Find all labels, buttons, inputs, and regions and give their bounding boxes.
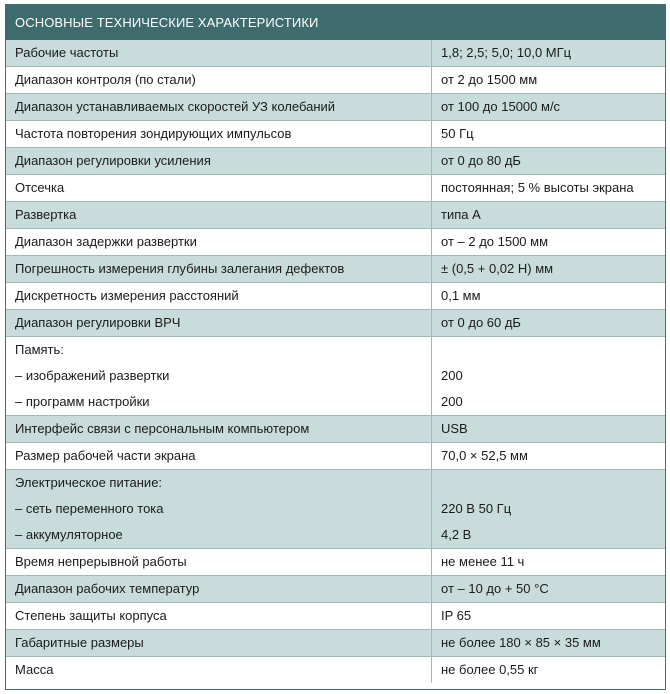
table-row (6, 657, 665, 684)
value-cell: 50 Гц (432, 121, 666, 148)
value-cell: не более 180 × 85 × 35 мм (432, 630, 666, 657)
table-row (6, 310, 665, 337)
table-row (6, 229, 665, 256)
param-cell: Диапазон задержки развертки (6, 229, 432, 256)
table-row (6, 389, 665, 416)
value-cell: от 2 до 1500 мм (432, 67, 666, 94)
value-cell: 4,2 В (432, 522, 666, 549)
value-cell: 220 В 50 Гц (432, 496, 666, 522)
table-row (6, 337, 665, 364)
value-cell: от – 10 до + 50 °С (432, 576, 666, 603)
value-cell (432, 337, 666, 364)
value-cell: USB (432, 416, 666, 443)
param-cell: – изображений развертки (6, 363, 432, 389)
param-cell: Диапазон рабочих температур (6, 576, 432, 603)
value-cell: от 0 до 60 дБ (432, 310, 666, 337)
param-cell: Рабочие частоты (6, 40, 432, 67)
table-row (6, 603, 665, 630)
param-cell: Интерфейс связи с персональным компьютером (6, 416, 432, 443)
value-cell: ± (0,5 + 0,02 Н) мм (432, 256, 666, 283)
value-cell: 70,0 × 52,5 мм (432, 443, 666, 470)
specs-table-frame (5, 4, 666, 690)
param-cell: Диапазон регулировки усиления (6, 148, 432, 175)
table-row (6, 94, 665, 121)
table-row (6, 175, 665, 202)
value-cell: 1,8; 2,5; 5,0; 10,0 МГц (432, 40, 666, 67)
table-row (6, 202, 665, 229)
table-row (6, 67, 665, 94)
table-row (6, 148, 665, 175)
param-cell: Отсечка (6, 175, 432, 202)
param-cell: Масса (6, 657, 432, 684)
table-row (6, 121, 665, 148)
param-cell: Частота повторения зондирующих импульсов (6, 121, 432, 148)
value-cell: не менее 11 ч (432, 549, 666, 576)
table-row (6, 363, 665, 389)
table-row (6, 40, 665, 67)
param-cell: Электрическое питание: (6, 470, 432, 497)
param-cell: – программ настройки (6, 389, 432, 416)
table-row (6, 549, 665, 576)
param-cell: Развертка (6, 202, 432, 229)
value-cell: 200 (432, 363, 666, 389)
param-cell: Диапазон устанавливаемых скоростей УЗ колебаний (6, 94, 432, 121)
table-title: ОСНОВНЫЕ ТЕХНИЧЕСКИЕ ХАРАКТЕРИСТИКИ (6, 5, 665, 40)
param-cell: Размер рабочей части экрана (6, 443, 432, 470)
table-row (6, 443, 665, 470)
table-row (6, 283, 665, 310)
param-cell: Дискретность измерения расстояний (6, 283, 432, 310)
value-cell: IP 65 (432, 603, 666, 630)
param-cell: Погрешность измерения глубины залегания дефектов (6, 256, 432, 283)
param-cell: – сеть переменного тока (6, 496, 432, 522)
table-row (6, 256, 665, 283)
param-cell: Габаритные размеры (6, 630, 432, 657)
specs-table (6, 40, 665, 683)
table-row (6, 416, 665, 443)
param-cell: Память: (6, 337, 432, 364)
value-cell (432, 470, 666, 497)
param-cell: Диапазон регулировки ВРЧ (6, 310, 432, 337)
param-cell: Диапазон контроля (по стали) (6, 67, 432, 94)
param-cell: – аккумуляторное (6, 522, 432, 549)
table-row (6, 470, 665, 497)
table-row (6, 630, 665, 657)
value-cell: от 100 до 15000 м/с (432, 94, 666, 121)
value-cell: 0,1 мм (432, 283, 666, 310)
value-cell: от – 2 до 1500 мм (432, 229, 666, 256)
value-cell: 200 (432, 389, 666, 416)
param-cell: Степень защиты корпуса (6, 603, 432, 630)
table-row (6, 522, 665, 549)
param-cell: Время непрерывной работы (6, 549, 432, 576)
value-cell: постоянная; 5 % высоты экрана (432, 175, 666, 202)
value-cell: от 0 до 80 дБ (432, 148, 666, 175)
value-cell: не более 0,55 кг (432, 657, 666, 684)
table-row (6, 496, 665, 522)
value-cell: типа А (432, 202, 666, 229)
table-row (6, 576, 665, 603)
